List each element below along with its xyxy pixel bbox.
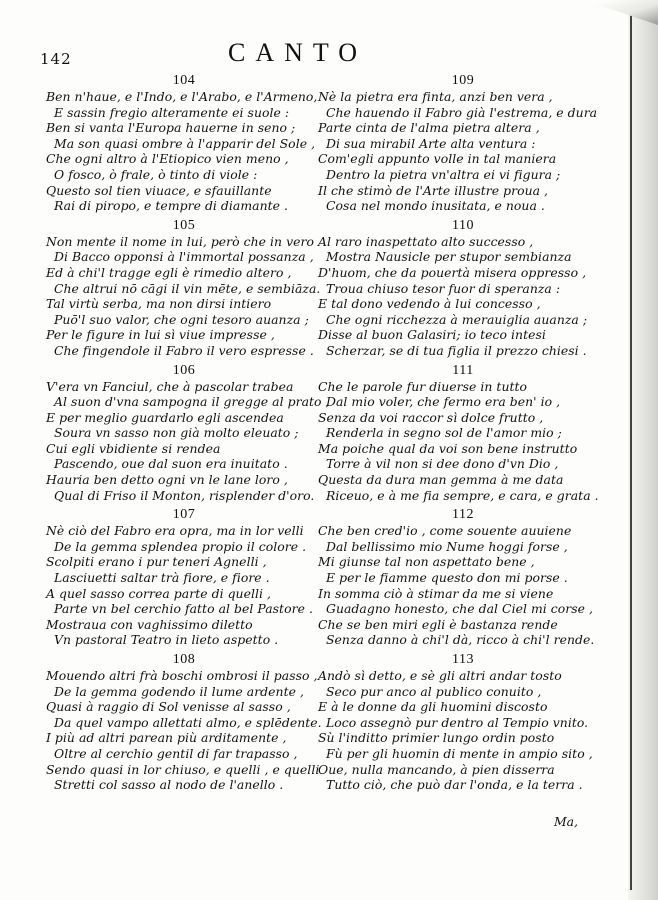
verse-line: Tal virtù serba, ma non dirsi intiero <box>46 296 272 312</box>
page-edge <box>628 0 658 900</box>
right-column <box>318 72 608 796</box>
verse-line: Andò sì detto, e sè gli altri andar tosto <box>318 668 562 683</box>
verse-line: Di Bacco opponsi à l'immortal possanza , <box>54 249 314 265</box>
verse-line: Sendo quasi in lor chiuso, e quelli , e quelli <box>46 761 320 777</box>
stanza <box>46 506 322 648</box>
verse-line: Pascendo, oue dal suon era inuitato . <box>54 456 288 472</box>
verse-line: Puō'l suo valor, che ogni tesoro auanza ; <box>54 311 309 327</box>
verse-line: E à le donne da gli huomini discosto <box>318 699 548 715</box>
verse-line: Rai di piropo, e tempre di diamante . <box>54 198 289 214</box>
stanza-number: 105 <box>172 217 196 233</box>
verse-line: Cui egli vbidiente si rendea <box>46 440 221 456</box>
verse-line: Ben si vanta l'Europa hauerne in seno ; <box>46 120 296 136</box>
verse-line: Non mente il nome in lui, però che in vero <box>46 233 314 249</box>
verse-line: Questo sol tien viuace, e sfauillante <box>46 182 272 198</box>
verse-line: Hauria ben detto ogni vn le lane loro , <box>46 472 288 488</box>
verse-line: Sù l'inditto primier lungo ordin posto <box>318 730 555 746</box>
verse-line: D'huom, che da pouertà misera oppresso , <box>318 264 587 280</box>
verse-line: Dal mio voler, che fermo era ben' io , <box>326 394 561 410</box>
left-column <box>46 72 330 796</box>
stanza-number: 107 <box>172 507 196 523</box>
verse-line: Nè la pietra era finta, anzi ben vera , <box>318 89 553 104</box>
verse-line: Mouendo altri frà boschi ombrosi il passo , <box>46 668 318 683</box>
verse-line: Da quel vampo allettati almo, e splēdente. <box>54 714 322 730</box>
verse-line: Oltre al cerchio gentil di far trapasso , <box>54 745 298 761</box>
stanza <box>46 72 322 214</box>
verse-line: Torre à vil non si dee dono d'vn Dio , <box>326 456 559 472</box>
running-head: CANTO <box>228 38 368 67</box>
verse-line: Che altrui nō cāgi il vin mēte, e sembiāza. <box>54 280 321 296</box>
stanza <box>46 362 330 504</box>
verse-line: De la gemma godendo il lume ardente , <box>54 683 304 699</box>
verse-line: Troua chiuso tesor fuor di speranza : <box>326 280 561 296</box>
stanza-number: 108 <box>172 652 196 667</box>
verse-line: Qual di Friso il Monton, risplender d'oro. <box>54 487 315 503</box>
verse-line: Parte cinta de l'alma pietra altera , <box>318 120 540 136</box>
verse-line: Al raro inaspettato alto successo , <box>318 233 534 249</box>
verse-line: Renderla in segno sol de l'amor mio ; <box>326 425 562 441</box>
verse-line: Disse al buon Galasiri; io teco intesi <box>318 327 546 343</box>
verse-line: Riceuo, e à me fia sempre, e cara, e grata . <box>326 487 599 503</box>
verse-line: Che ogni ricchezza à merauiglia auanza ; <box>326 311 588 327</box>
stanza <box>46 651 322 793</box>
verse-line: Mostra Nausicle per stupor sembianza <box>326 249 572 265</box>
catchword: Ma, <box>553 814 578 829</box>
verse-line: Seco pur anco al publico conuito , <box>326 683 542 699</box>
verse-line: Dal bellissimo mio Nume hoggi forse , <box>326 538 568 554</box>
verse-line: De la gemma splendea propio il colore . <box>54 538 307 554</box>
verse-line: Dentro la pietra vn'altra ei vi figura ; <box>326 166 561 182</box>
verse-line: Stretti col sasso al nodo de l'anello . <box>54 777 284 793</box>
verse-line: Fù per gli huomin di mente in ampio sito , <box>326 745 593 761</box>
verse-line: Ben n'haue, e l'Indo, e l'Arabo, e l'Armeno, <box>46 89 318 104</box>
verse-line: Che le parole fur diuerse in tutto <box>318 378 528 394</box>
verse-line: Che ben cred'io , come souente auuiene <box>318 523 572 539</box>
verse-line: Cosa nel mondo inusitata, e noua . <box>326 198 545 214</box>
verse-line: Nè ciò del Fabro era opra, ma in lor velli <box>46 523 304 539</box>
stanza-number: 109 <box>451 73 475 88</box>
stanza <box>46 217 322 359</box>
verse-line: E per le fiamme questo don mi porse . <box>326 570 568 586</box>
verse-line: Ma poiche qual da voi son bene instrutto <box>318 440 578 456</box>
verse-line: Tutto ciò, che può dar l'onda, e la terra . <box>326 777 583 793</box>
verse-line: Mi giunse tal non aspettato bene , <box>318 554 535 570</box>
verse-line: Ma son quasi ombre à l'apparir del Sole , <box>54 135 316 151</box>
stanza-number: 111 <box>452 362 474 378</box>
verse-line: Senza da voi raccor sì dolce frutto , <box>318 409 544 425</box>
verse-line: Soura vn sasso non già molto eleuato ; <box>54 425 299 441</box>
verse-line: In somma ciò à stimar da me si viene <box>318 585 554 601</box>
verse-line: Di sua mirabil Arte alta ventura : <box>326 135 536 151</box>
verse-line: Per le figure in lui sì viue impresse , <box>46 327 275 343</box>
verse-line: Oue, nulla mancando, à pien disserra <box>318 761 555 777</box>
verse-line: Lasciuetti saltar trà fiore, e fiore . <box>54 570 270 586</box>
verse-line: Al suon d'vna sampogna il gregge al prato , <box>54 394 330 410</box>
stanza <box>318 217 608 359</box>
verse-line: Che se ben miri egli è bastanza rende <box>318 616 558 632</box>
verse-line: Che ogni altro à l'Etiopico vien meno , <box>46 151 289 167</box>
stanza-number: 106 <box>172 362 196 378</box>
verse-line: Mostraua con vaghissimo diletto <box>46 616 253 632</box>
verse-line: Loco assegnò pur dentro al Tempio vnito. <box>326 714 589 730</box>
verse-line: Scolpiti erano i pur teneri Agnelli , <box>46 554 267 570</box>
verse-line: Senza danno à chi'l dà, ricco à chi'l rende. <box>326 632 595 648</box>
verse-line: E tal dono vedendo à lui concesso , <box>318 296 541 312</box>
verse-line: E sassin fregio alteramente ei suole : <box>54 104 290 120</box>
verse-line: Scherzar, se di tua figlia il prezzo chiesi . <box>326 342 587 358</box>
stanza <box>318 72 608 214</box>
verse-line: Com'egli appunto volle in tal maniera <box>318 151 557 167</box>
verse-line: O fosco, ò frale, ò tinto di viole : <box>54 166 258 182</box>
stanza-number: 104 <box>172 73 196 88</box>
stanza-number: 112 <box>452 507 474 523</box>
verse-line: Guadagno honesto, che dal Ciel mi corse , <box>326 601 594 617</box>
stanza-number: 113 <box>452 652 474 667</box>
verse-line: Vn pastoral Teatro in lieto aspetto . <box>54 632 279 648</box>
stanza <box>318 362 608 504</box>
verse-line: Ed à chi'l tragge egli è rimedio altero , <box>46 264 292 280</box>
verse-line: Questa da dura man gemma à me data <box>318 472 564 488</box>
stanza-number: 110 <box>452 217 474 233</box>
verse-line: V'era vn Fanciul, che à pascolar trabea <box>46 378 294 394</box>
verse-line: A quel sasso correa parte di quelli , <box>46 585 271 601</box>
page-number: 142 <box>40 50 72 68</box>
verse-line: I più ad altri parean più arditamente , <box>46 730 287 746</box>
stanza <box>318 506 608 648</box>
verse-line: Parte vn bel cerchio fatto al bel Pastore . <box>54 601 313 617</box>
verse-line: Il che stimò de l'Arte illustre proua , <box>318 182 549 198</box>
verse-line: Che hauendo il Fabro già l'estrema, e dura <box>326 104 598 120</box>
stanza <box>318 651 608 793</box>
verse-line: Quasi à raggio di Sol venisse al sasso , <box>46 699 291 715</box>
verse-line: E per meglio guardarlo egli ascendea <box>46 409 284 425</box>
verse-line: Che fingendole il Fabro il vero espresse . <box>54 342 314 358</box>
